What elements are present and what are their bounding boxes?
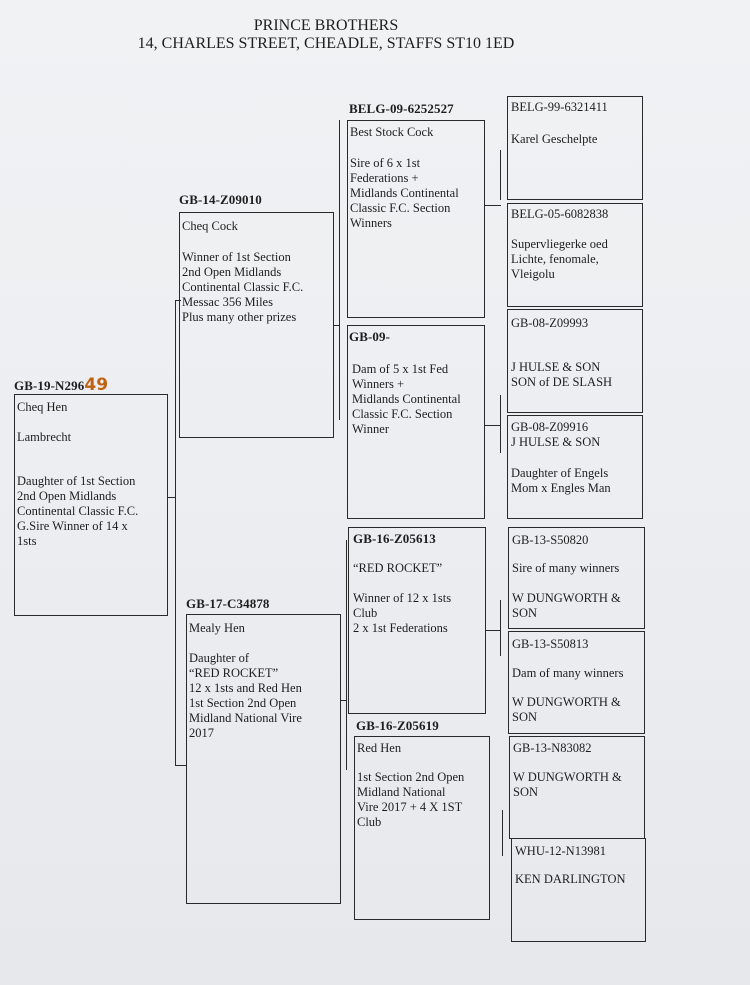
gg8-ring: WHU-12-N13981 bbox=[515, 844, 606, 858]
gg6-ring: GB-13-S50813 bbox=[512, 637, 589, 651]
breeder-name: PRINCE BROTHERS bbox=[253, 17, 399, 34]
gg4-notes: Daughter of Engels Mom x Engles Man bbox=[511, 466, 611, 495]
gg3-ring: GB-08-Z09993 bbox=[511, 316, 589, 330]
gg1-breeder: Karel Geschelpte bbox=[511, 132, 598, 146]
dam-dam-notes: 1st Section 2nd Open Midland National Vire 2017 + 4 X 1ST Club bbox=[357, 770, 465, 829]
sire-sire-name: Best Stock Cock bbox=[350, 125, 434, 139]
connector-gg2 bbox=[500, 395, 501, 453]
connector-dam bbox=[346, 540, 347, 770]
gg1-ring: BELG-99-6321411 bbox=[511, 100, 608, 114]
great-grandparent-5-card bbox=[508, 527, 645, 629]
connector-gg3-tick bbox=[486, 630, 501, 631]
great-grandparent-2-card bbox=[507, 203, 643, 307]
connector-gg3 bbox=[500, 600, 501, 656]
dam-name: Mealy Hen bbox=[189, 621, 245, 635]
sire-notes: Winner of 1st Section 2nd Open Midlands Continental Classic F.C. Messac 356 Miles Plus many other prizes bbox=[182, 250, 304, 324]
subject-strain: Lambrecht bbox=[17, 430, 72, 444]
sire-name: Cheq Cock bbox=[182, 219, 238, 233]
sire-ring: GB-14-Z09010 bbox=[179, 192, 262, 207]
dam-notes: Daughter of “RED ROCKET” 12 x 1sts and Red Hen 1st Section 2nd Open Midland National Vire 2017 bbox=[189, 651, 302, 740]
gg2-ring: BELG-05-6082838 bbox=[511, 207, 609, 221]
gg7-breeder: W DUNGWORTH & SON bbox=[513, 770, 622, 799]
connector-sire bbox=[339, 120, 340, 420]
great-grandparent-7-card bbox=[509, 736, 645, 839]
subject-card bbox=[14, 394, 168, 616]
dam-ring: GB-17-C34878 bbox=[186, 596, 270, 611]
subject-ring-handwritten: 49 bbox=[84, 375, 109, 395]
connector-gg1 bbox=[500, 150, 501, 200]
great-grandparent-4-card bbox=[507, 415, 643, 519]
gg5-note: Sire of many winners bbox=[512, 561, 620, 575]
connector-gg4 bbox=[502, 810, 503, 856]
gg2-notes: Supervliegerke oed Lichte, fenomale, Vleigolu bbox=[511, 237, 608, 281]
dam-dam-ring: GB-16-Z05619 bbox=[356, 718, 439, 733]
breeder-address: 14, CHARLES STREET, CHEADLE, STAFFS ST10 1ED bbox=[137, 35, 515, 52]
dam-dam-card bbox=[354, 736, 490, 920]
gg7-ring: GB-13-N83082 bbox=[513, 741, 592, 755]
sire-dam-ring: GB-09- bbox=[349, 329, 391, 344]
connector-gg1-tick bbox=[485, 205, 501, 206]
connector-dam-tick bbox=[341, 700, 347, 701]
dam-sire-notes: Winner of 12 x 1sts Club 2 x 1st Federations bbox=[353, 591, 452, 635]
gg6-breeder: W DUNGWORTH & SON bbox=[512, 695, 621, 724]
sire-dam-notes: Dam of 5 x 1st Fed Winners + Midlands Continental Classic F.C. Section Winner bbox=[352, 362, 461, 436]
connector-subject bbox=[175, 300, 176, 765]
dam-sire-ring: GB-16-Z05613 bbox=[353, 531, 436, 546]
gg5-ring: GB-13-S50820 bbox=[512, 533, 589, 547]
connector-gg2-tick bbox=[485, 425, 501, 426]
dam-sire-card bbox=[348, 527, 486, 714]
subject-ring-printed: GB-19-N296 bbox=[14, 378, 85, 393]
gg4-ring: GB-08-Z09916 bbox=[511, 420, 589, 434]
gg8-breeder: KEN DARLINGTON bbox=[515, 872, 626, 886]
sire-dam-card bbox=[347, 325, 485, 519]
dam-dam-name: Red Hen bbox=[357, 741, 402, 755]
great-grandparent-3-card bbox=[507, 309, 643, 413]
connector-sire-tick bbox=[334, 325, 340, 326]
great-grandparent-8-card bbox=[511, 838, 646, 942]
sire-sire-ring: BELG-09-6252527 bbox=[349, 101, 454, 116]
subject-ring-label bbox=[14, 375, 108, 395]
great-grandparent-6-card bbox=[508, 631, 645, 734]
sire-sire-card bbox=[347, 120, 485, 318]
sire-sire-notes: Sire of 6 x 1st Federations + Midlands Continental Classic F.C. Section Winners bbox=[350, 156, 459, 230]
gg6-note: Dam of many winners bbox=[512, 666, 624, 680]
sire-card bbox=[179, 212, 334, 438]
dam-sire-name: “RED ROCKET” bbox=[353, 561, 443, 575]
subject-name: Cheq Hen bbox=[17, 400, 68, 414]
gg5-breeder: W DUNGWORTH & SON bbox=[512, 591, 621, 620]
great-grandparent-1-card bbox=[507, 96, 643, 200]
dam-card bbox=[186, 614, 341, 904]
gg3-notes: J HULSE & SON SON of DE SLASH bbox=[511, 360, 613, 389]
subject-notes: Daughter of 1st Section 2nd Open Midlands Continental Classic F.C. G.Sire Winner of 14 x 1sts bbox=[17, 474, 139, 548]
connector-subject-tick bbox=[168, 497, 176, 498]
gg4-breeder: J HULSE & SON bbox=[511, 435, 601, 449]
